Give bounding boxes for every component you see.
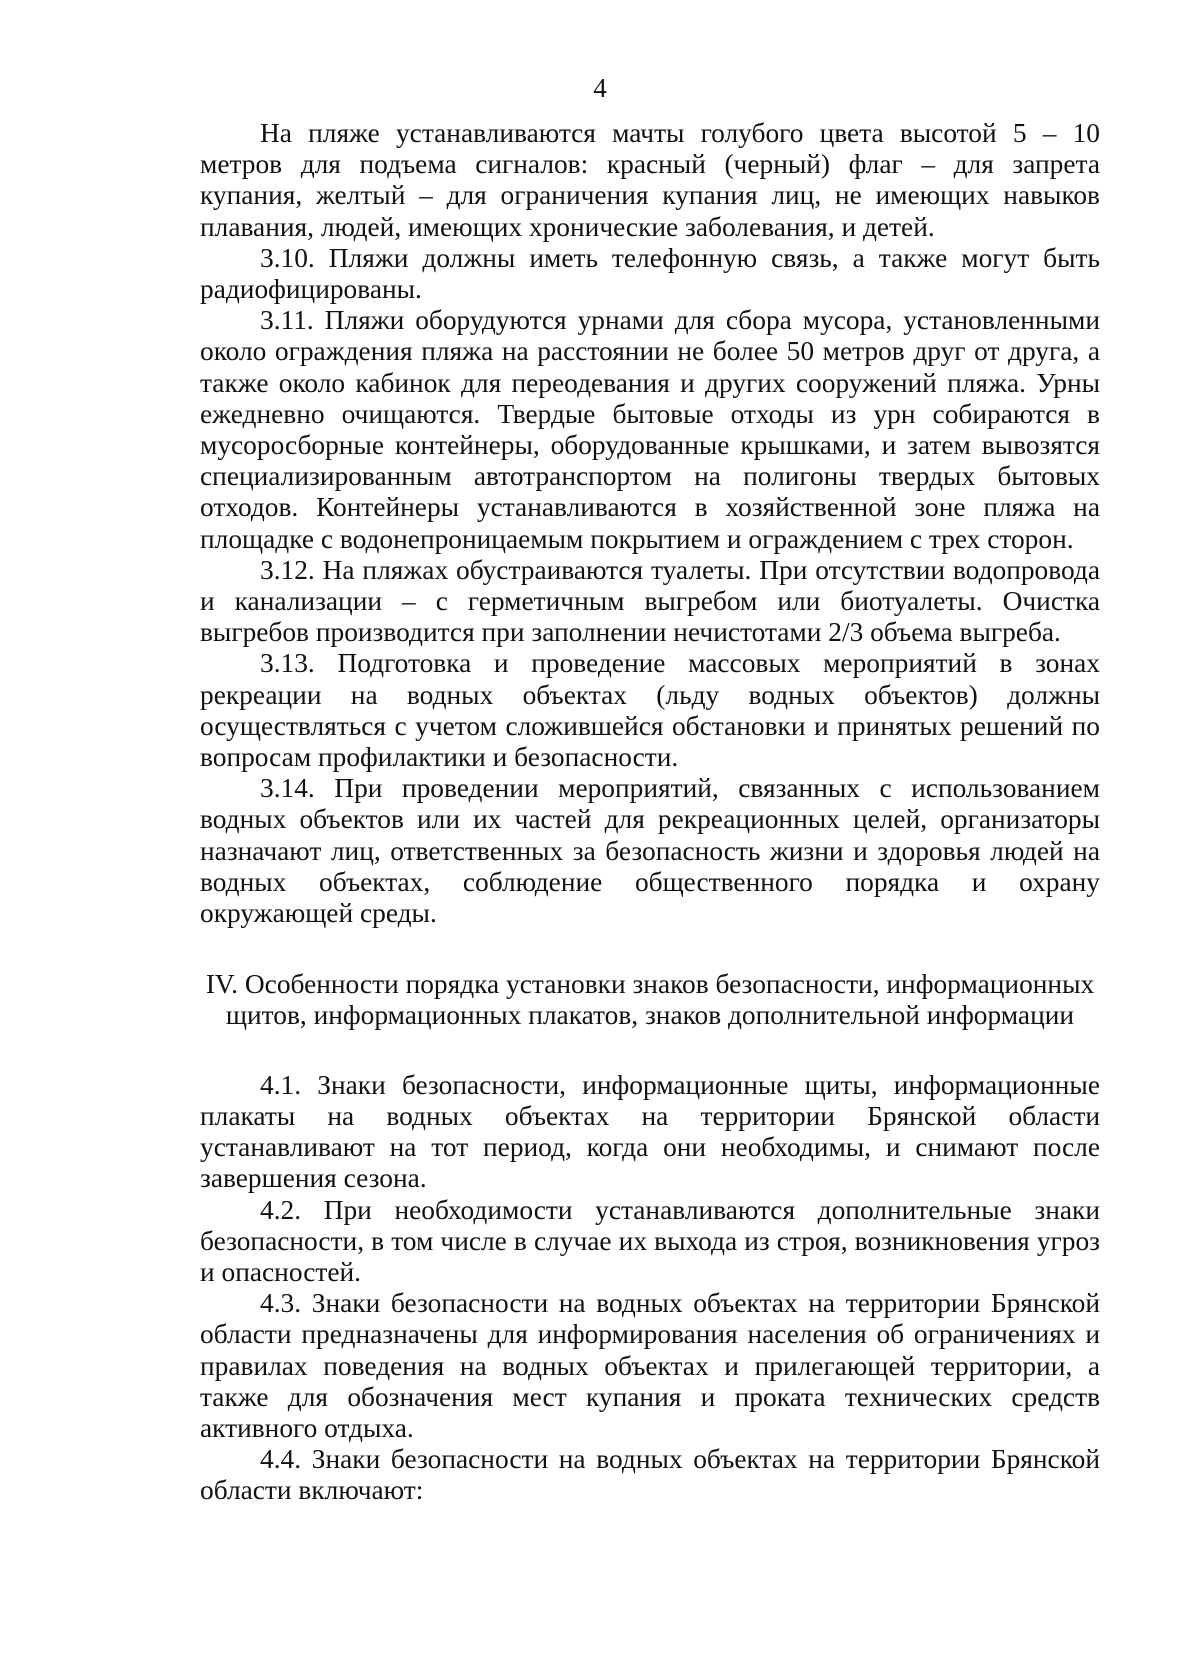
paragraph-3-11: 3.11. Пляжи оборудуются урнами для сбора мусора, установленными около ограждения пляжа на расстоянии не более 50 метров друг от друга, а также около кабинок для переодевания и других сооружений пляжа. Урны ежедневно очищаются. Твердые бытовые отходы из урн собираются в мусоросборные контейнеры, оборудованные крышками, и затем вывозятся специализированным автотранспортом на полигоны твердых бытовых отходов. Контейнеры устанавливаются в хозяйственной зоне пляжа на площадке с водонепроницаемым покрытием и ограждением с трех сторон.: [200, 305, 1100, 554]
paragraph-4-1: 4.1. Знаки безопасности, информационные щиты, информационные плакаты на водных объектах на территории Брянской области устанавливают на тот период, когда они необходимы, и снимают после завершения сезона.: [200, 1069, 1100, 1194]
section-heading-line-1: IV. Особенности порядка установки знаков безопасности, информационных: [205, 969, 1095, 1000]
document-body: [200, 118, 1100, 1507]
page-number: 4: [593, 73, 607, 103]
section-heading: [200, 969, 1100, 1031]
paragraph-3-14: 3.14. При проведении мероприятий, связанных с использованием водных объектов или их частей для рекреационных целей, организаторы назначают лиц, ответственных за безопасность жизни и здоровья людей на водных объектах, соблюдение общественного порядка и охрану окружающей среды.: [200, 773, 1100, 929]
paragraph-3-13: 3.13. Подготовка и проведение массовых мероприятий в зонах рекреации на водных объектах (льду водных объектов) должны осуществляться с учетом сложившейся обстановки и принятых решений по вопросам профилактики и безопасности.: [200, 648, 1100, 773]
paragraph-masts: На пляже устанавливаются мачты голубого цвета высотой 5 – 10 метров для подъема сигналов: красный (черный) флаг – для запрета купания, желтый – для ограничения купания лиц, не имеющих навыков плавания, людей, имеющих хронические заболевания, и детей.: [200, 118, 1100, 242]
paragraph-4-2: 4.2. При необходимости устанавливаются дополнительные знаки безопасности, в том числе в случае их выхода из строя, возникновения угроз и опасностей.: [200, 1194, 1100, 1287]
paragraph-4-4: 4.4. Знаки безопасности на водных объектах на территории Брянской области включают:: [200, 1444, 1100, 1506]
section-heading-line-2: щитов, информационных плакатов, знаков дополнительной информации: [225, 1000, 1075, 1031]
paragraph-3-10: 3.10. Пляжи должны иметь телефонную связь, а также могут быть радиофицированы.: [200, 242, 1100, 305]
paragraph-3-12: 3.12. На пляжах обустраиваются туалеты. При отсутствии водопровода и канализации – с герметичным выгребом или биотуалеты. Очистка выгребов производится при заполнении нечистотами 2/3 объема выгреба.: [200, 554, 1100, 648]
paragraph-4-3: 4.3. Знаки безопасности на водных объектах на территории Брянской области предназначены для информирования населения об ограничениях и правилах поведения на водных объектах и прилегающей территории, а также для обозначения мест купания и проката технических средств активного отдыха.: [200, 1288, 1100, 1443]
